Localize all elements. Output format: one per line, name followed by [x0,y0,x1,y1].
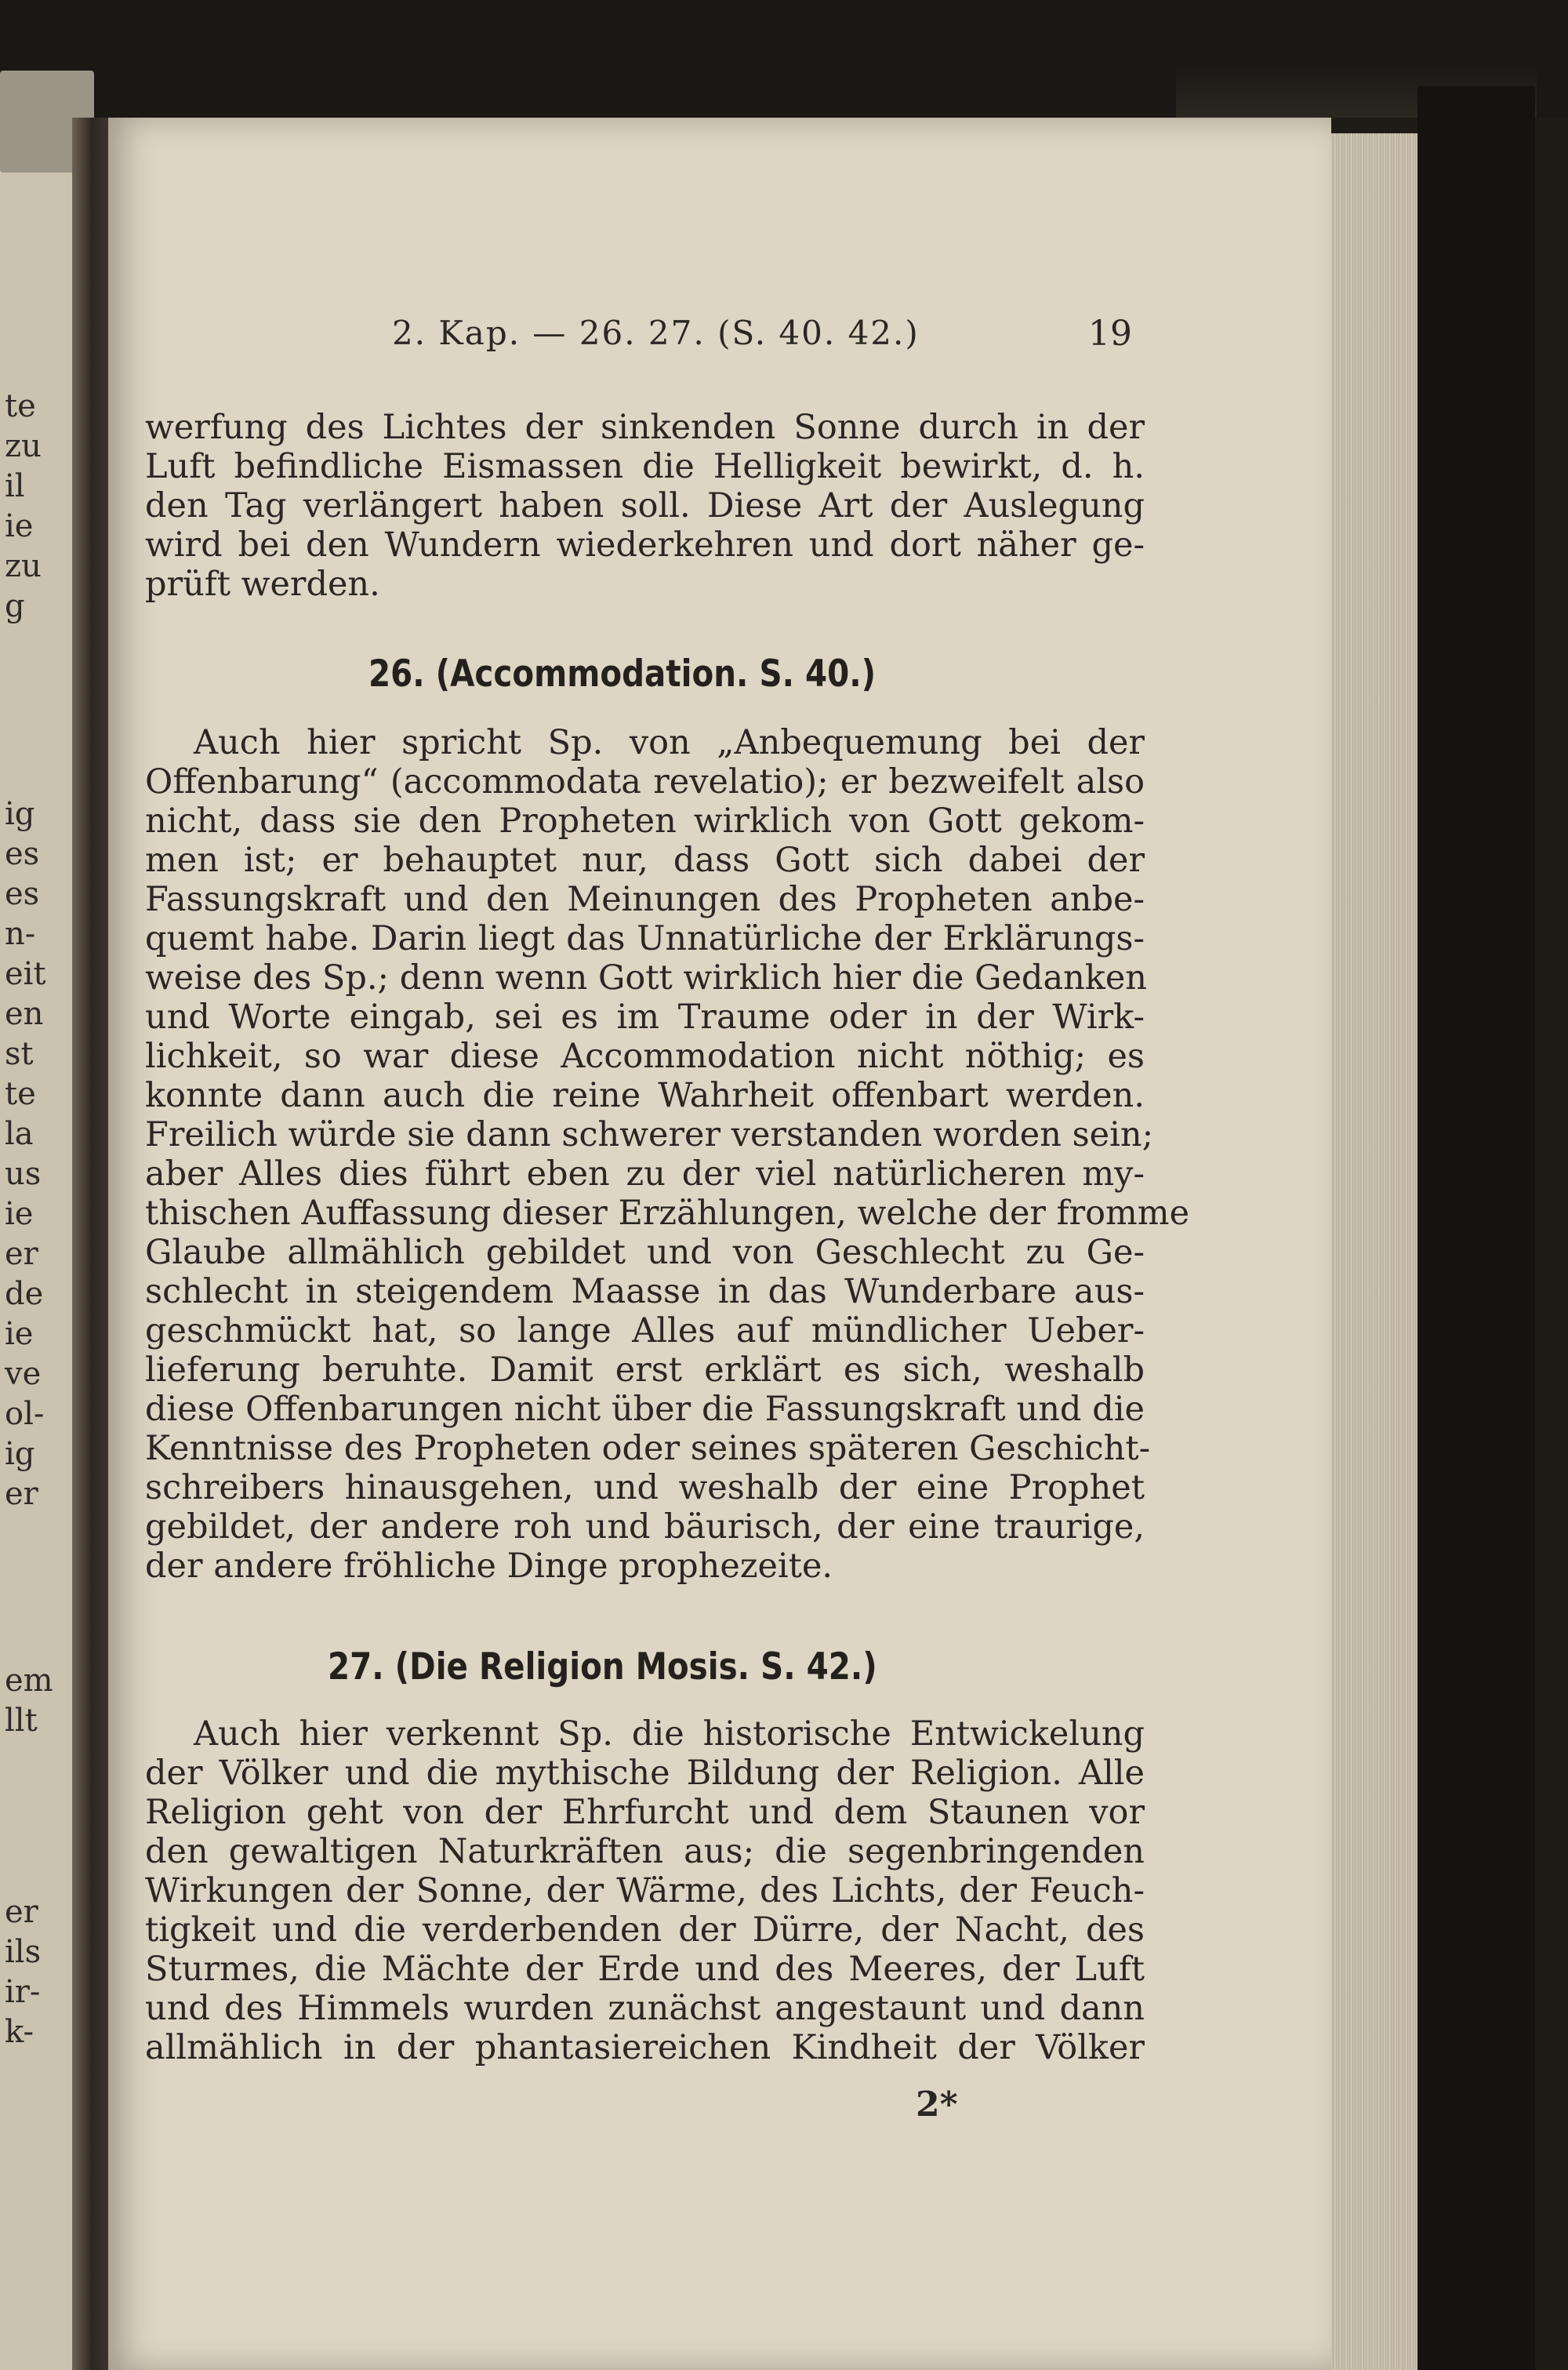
left-page-fragment: n- [5,916,36,952]
left-page-fragment: er [5,1894,38,1930]
left-page-fragment: es [5,836,40,872]
left-page-fragment: er [5,1476,38,1512]
text-line: der Völker und die mythische Bildung der Religion. Alle [145,1754,1145,1793]
text-line: Luft befindliche Eismassen die Helligkeit bewirkt, d. h. [145,447,1145,486]
left-page-fragment: ve [5,1356,42,1392]
left-page-fragment: llt [5,1703,38,1739]
left-page-fragment: ie [5,1196,34,1232]
left-page-fragment: te [5,388,36,424]
text-line: schlecht in steigendem Maasse in das Wunderbare aus- [145,1272,1145,1311]
text-line: aber Alles dies führt eben zu der viel natürlicheren my- [145,1154,1145,1194]
text-line: und Worte eingab, sei es im Traume oder in der Wirk- [145,998,1145,1037]
left-page-fragment: de [5,1276,44,1312]
left-page-fragment: em [5,1663,53,1699]
left-page-fragment: er [5,1236,38,1272]
text-line: prüft werden. [145,565,380,604]
left-page-fragment: te [5,1076,36,1112]
left-page-fragment: g [5,588,25,624]
left-page-fragment: zu [5,428,42,464]
book-gutter [72,118,108,2370]
text-line: wird bei den Wundern wiederkehren und dort näher ge- [145,525,1145,565]
text-line: Fassungskraft und den Meinungen des Propheten anbe- [145,880,1145,919]
text-line: Freilich würde sie dann schwerer verstanden worden sein; [145,1115,1154,1154]
left-page-fragment: ie [5,1316,34,1352]
page-block-edges [1331,133,1417,2370]
left-page-fragment: k- [5,2014,34,2050]
text-line: thischen Auffassung dieser Erzählungen, welche der fromme [145,1194,1190,1233]
left-page-fragment: en [5,996,44,1032]
text-line: gebildet, der andere roh und bäurisch, der eine traurige, [145,1507,1145,1547]
text-line: konnte dann auch die reine Wahrheit offenbart werden. [145,1076,1145,1115]
left-page-fragment: eit [5,956,46,992]
left-page-fragment: ir- [5,1974,41,2010]
text-line: allmählich in der phantasiereichen Kindheit der Völker [145,2028,1145,2067]
book-cover-right [1417,86,1535,2370]
section-27-heading: 27. (Die Religion Mosis. S. 42.) [328,1645,877,1688]
text-line: Sturmes, die Mächte der Erde und des Meeres, der Luft [145,1950,1145,1989]
book-cover-top [0,0,1568,118]
page-number: 19 [1088,314,1132,354]
section-26-heading: 26. (Accommodation. S. 40.) [368,652,877,696]
left-page-fragment: st [5,1036,34,1072]
running-head: 2. Kap. — 26. 27. (S. 40. 42.) [392,314,920,352]
text-line: nicht, dass sie den Propheten wirklich von Gott gekom- [145,802,1145,841]
text-line: geschmückt hat, so lange Alles auf mündlicher Ueber- [145,1311,1145,1350]
text-line: Glaube allmählich gebildet und von Geschlecht zu Ge- [145,1233,1145,1272]
text-line: Auch hier verkennt Sp. die historische Entwickelung [194,1714,1145,1754]
text-line: Religion geht von der Ehrfurcht und dem Staunen vor [145,1793,1145,1832]
left-page-fragment: ils [5,1934,42,1970]
text-line: tigkeit und die verderbenden der Dürre, der Nacht, des [145,1910,1145,1950]
text-line: der andere fröhliche Dinge prophezeite. [145,1547,833,1586]
text-line: quemt habe. Darin liegt das Unnatürliche der Erklärungs- [145,919,1145,958]
left-page-fragment: il [5,468,25,504]
left-page-fragment: ig [5,1436,35,1472]
text-line: Auch hier spricht Sp. von „Anbequemung bei der [194,723,1145,762]
left-page-fragment: us [5,1156,42,1192]
text-line: men ist; er behauptet nur, dass Gott sich dabei der [145,841,1145,880]
left-page-fragment: es [5,876,40,912]
text-line: schreibers hinausgehen, und weshalb der eine Prophet [145,1468,1145,1507]
left-page-fragment: ie [5,508,34,544]
text-line: werfung des Lichtes der sinkenden Sonne durch in der [145,408,1145,447]
text-line: lieferung beruhte. Damit erst erklärt es sich, weshalb [145,1350,1145,1390]
text-line: lichkeit, so war diese Accommodation nicht nöthig; es [145,1037,1145,1076]
text-line: diese Offenbarungen nicht über die Fassungskraft und die [145,1390,1145,1429]
text-line: Kenntnisse des Propheten oder seines späteren Geschicht- [145,1429,1151,1468]
text-line: weise des Sp.; denn wenn Gott wirklich hier die Gedanken [145,958,1147,998]
left-page-fragment: la [5,1116,34,1152]
text-line: Offenbarung“ (accommodata revelatio); er bezweifelt also [145,762,1145,802]
text-line: Wirkungen der Sonne, der Wärme, des Lichts, der Feuch- [145,1871,1145,1910]
text-line: und des Himmels wurden zunächst angestaunt und dann [145,1989,1145,2028]
left-page-fragment: ol- [5,1396,45,1432]
signature-mark: 2* [916,2085,958,2125]
left-page-fragment: ig [5,796,35,832]
text-line: den Tag verlängert haben soll. Diese Art der Auslegung [145,486,1145,525]
left-page-fragment: zu [5,548,42,584]
text-line: den gewaltigen Naturkräften aus; die segenbringenden [145,1832,1145,1871]
